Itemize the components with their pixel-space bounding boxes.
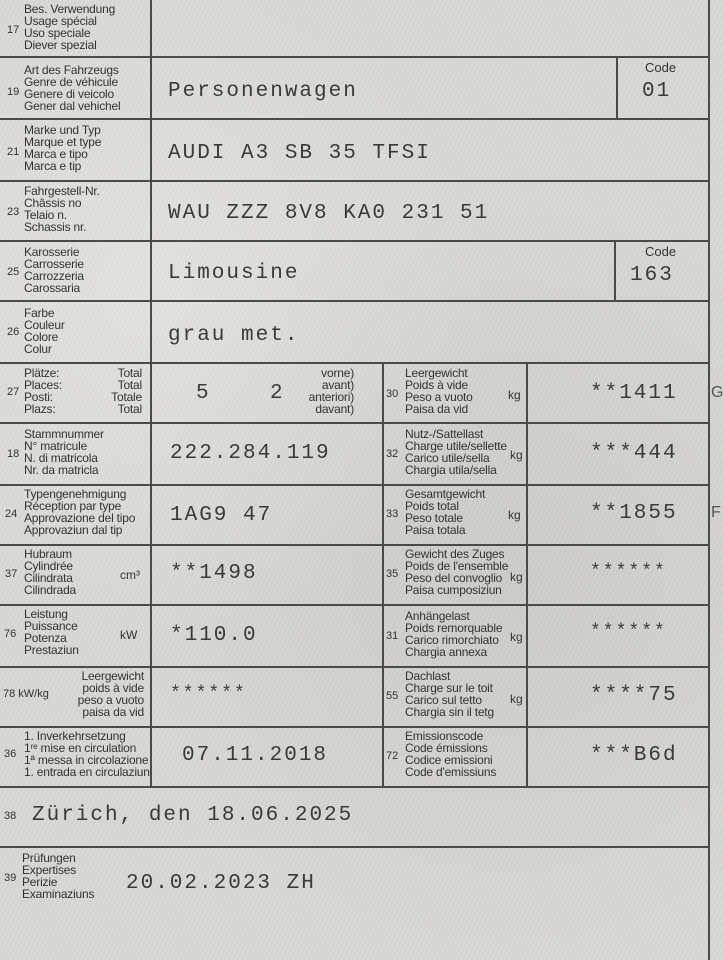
label-fr: avant)	[321, 378, 354, 392]
row-divider	[0, 726, 710, 728]
label-fr: Genre de véhicule	[24, 75, 118, 89]
label-it: Codice emissioni	[405, 753, 493, 767]
body-value: Limousine	[168, 262, 300, 285]
row-divider	[0, 422, 710, 424]
label-it: Potenza	[24, 631, 67, 645]
label-fr: Charge utile/sellette	[405, 439, 507, 453]
body-code: 163	[630, 264, 674, 287]
label-rm: Examinaziuns	[22, 887, 95, 901]
type-approval-labels	[24, 488, 135, 536]
color-value: grau met.	[168, 324, 300, 347]
label-de: Gesamtgewicht	[405, 487, 486, 501]
label-fr: Poids à vide	[405, 378, 468, 392]
label-de: Gewicht des Zuges	[405, 547, 505, 561]
field-number: 37	[5, 568, 18, 580]
label-de: Total	[117, 366, 142, 380]
seats-total-value: 5	[196, 382, 211, 405]
row-divider	[0, 180, 710, 182]
label-rm: Colur	[24, 342, 52, 356]
color-labels	[24, 307, 65, 355]
label-de: 1. Inverkehrsetzung	[24, 729, 126, 743]
label-it: Posti:	[24, 390, 53, 404]
label-it: Uso speciale	[24, 26, 91, 40]
train-weight-labels	[405, 548, 508, 596]
label-de: Art des Fahrzeugs	[24, 63, 119, 77]
seats-front-value: 2	[270, 382, 285, 405]
label-fr: Marque et type	[24, 135, 102, 149]
label-it: Telaio n.	[24, 208, 67, 222]
field-number: 76	[4, 628, 17, 640]
label-de: Prüfungen	[22, 851, 76, 865]
label-de: Fahrgestell-Nr.	[24, 184, 100, 198]
label-rm: Plazs:	[24, 402, 56, 416]
label-it: Genere di veicolo	[24, 87, 114, 101]
label-it: Perizie	[22, 875, 58, 889]
label-fr: Carrosserie	[24, 257, 84, 271]
field-number: 72	[386, 750, 399, 762]
label-de: Leergewicht	[405, 366, 468, 380]
total-weight-value: **1855	[590, 502, 678, 525]
label-rm: Chargia annexa	[405, 645, 487, 659]
label-rm: Gener dal vehichel	[24, 99, 121, 113]
roof-load-labels	[405, 670, 494, 718]
label-rm: Code d'emissiuns	[405, 765, 497, 779]
emission-code-labels	[405, 730, 496, 778]
label-it: Carico sul tetto	[405, 693, 482, 707]
chassis-labels	[24, 185, 100, 233]
label-it: 1ª messa in circolazione	[24, 753, 149, 767]
trailer-load-value: ******	[590, 622, 667, 642]
unit-kw: kW	[120, 628, 138, 642]
type-approval-value: 1AG9 47	[170, 504, 273, 527]
body-labels	[24, 246, 84, 294]
label-de: Bes. Verwendung	[24, 2, 116, 16]
label-rm: Paisa da vid	[405, 402, 468, 416]
roof-load-value: ****75	[590, 684, 678, 707]
label-it: Totale	[111, 390, 142, 404]
code-header: Code	[645, 244, 677, 259]
label-rm: paisa da vid	[82, 705, 144, 719]
unit-kg: kg	[508, 508, 521, 522]
field-number: 36	[4, 748, 17, 760]
field-number: 33	[386, 508, 399, 520]
unit-kg: kg	[510, 692, 523, 706]
inspection-value: 20.02.2023 ZH	[126, 872, 316, 895]
label-it: Peso del convoglio	[405, 571, 503, 585]
label-rm: Diever spezial	[24, 38, 97, 52]
label-de: Nutz-/Sattellast	[405, 427, 484, 441]
row-divider	[0, 484, 710, 486]
row-divider	[0, 56, 710, 58]
vehicle-kind-value: Personenwagen	[168, 80, 358, 103]
label-rm: Carossaria	[24, 281, 81, 295]
registry-number-labels	[24, 428, 104, 476]
label-de: Stammnummer	[24, 427, 104, 441]
field-number: 30	[386, 388, 399, 400]
unit-kg: kg	[510, 570, 523, 584]
field-number: 32	[386, 448, 399, 460]
label-rm: Approvaziun dal tip	[24, 523, 123, 537]
label-rm: Chargia sin il tetg	[405, 705, 494, 719]
label-it: N. di matricola	[24, 451, 98, 465]
code-divider	[614, 240, 616, 300]
unit-kg: kg	[510, 448, 523, 462]
label-rm: Paisa totala	[405, 523, 466, 537]
row-divider	[0, 786, 710, 788]
field-number: 19	[7, 86, 20, 98]
label-fr: Charge sur le toit	[405, 681, 493, 695]
label-it: Peso totale	[405, 511, 463, 525]
registry-number-value: 222.284.119	[170, 442, 331, 465]
label-rm: Nr. da matricla	[24, 463, 99, 477]
label-it: Cilindrata	[24, 571, 73, 585]
unit-cm3: cm³	[120, 568, 140, 582]
place-date-value: Zürich, den 18.06.2025	[32, 804, 354, 827]
code-divider	[616, 56, 618, 118]
middle-divider	[382, 362, 384, 786]
label-rm: 1. entrada en circulaziun	[24, 765, 150, 779]
label-de: Hubraum	[24, 547, 72, 561]
seats-labels	[24, 367, 62, 415]
label-fr: Puissance	[24, 619, 78, 633]
total-weight-labels	[405, 488, 485, 536]
label-column-divider	[150, 0, 152, 786]
label-rm: Chargia utila/sella	[405, 463, 497, 477]
label-it: Carico rimorchiato	[405, 633, 499, 647]
label-fr: Code émissions	[405, 741, 488, 755]
seats-front-labels	[292, 367, 354, 415]
emission-code-value: ***B6d	[590, 744, 678, 767]
power-weight-value: ******	[170, 684, 247, 704]
label-fr: poids à vide	[82, 681, 144, 695]
label-fr: Poids total	[405, 499, 459, 513]
unit-divider	[526, 362, 528, 786]
row-divider	[0, 666, 710, 668]
label-it: Carico utile/sella	[405, 451, 490, 465]
label-fr: Châssis no	[24, 196, 82, 210]
field-number: 25	[7, 266, 20, 278]
label-de: Farbe	[24, 306, 55, 320]
label-it: Carrozzeria	[24, 269, 84, 283]
right-border	[708, 0, 710, 960]
label-rm: Cilindrada	[24, 583, 77, 597]
label-de: Karosserie	[24, 245, 80, 259]
label-it: Marca e tipo	[24, 147, 88, 161]
label-fr: Couleur	[24, 318, 65, 332]
field-number: 21	[7, 146, 20, 158]
label-de: vorne)	[321, 366, 354, 380]
power-labels	[24, 608, 79, 656]
label-de: Marke und Typ	[24, 123, 101, 137]
field-number: 17	[7, 24, 20, 36]
make-type-value: AUDI A3 SB 35 TFSI	[168, 142, 431, 165]
field-number: 18	[7, 448, 20, 460]
row-divider	[0, 118, 710, 120]
power-value: *110.0	[170, 624, 258, 647]
field-number: 78 kW/kg	[3, 688, 49, 700]
first-registration-labels	[24, 730, 150, 778]
label-fr: Poids de l'ensemble	[405, 559, 509, 573]
field-number: 24	[5, 508, 18, 520]
label-rm: Prestaziun	[24, 643, 79, 657]
inspection-labels	[22, 852, 94, 900]
code-header: Code	[645, 60, 677, 75]
chassis-value: WAU ZZZ 8V8 KA0 231 51	[168, 202, 490, 225]
label-de: Anhängelast	[405, 609, 470, 623]
field-number: 35	[386, 568, 399, 580]
edge-letter: F	[711, 504, 721, 521]
field-number: 27	[7, 386, 20, 398]
label-it: Approvazione del tipo	[24, 511, 136, 525]
field-number: 39	[4, 872, 17, 884]
displacement-labels	[24, 548, 76, 596]
unit-kg: kg	[508, 388, 521, 402]
displacement-value: **1498	[170, 562, 258, 585]
train-weight-value: ******	[590, 562, 667, 582]
label-it: Peso a vuoto	[405, 390, 473, 404]
label-de: Emissionscode	[405, 729, 484, 743]
row-divider	[0, 240, 710, 242]
label-it: Colore	[24, 330, 59, 344]
label-rm: Marca e tip	[24, 159, 82, 173]
make-type-labels	[24, 124, 101, 172]
label-rm: Paisa cumposiziun	[405, 583, 502, 597]
label-de: Leergewicht	[81, 669, 144, 683]
label-de: Plätze:	[24, 366, 60, 380]
label-fr: 1ʳᵉ mise en circulation	[24, 741, 137, 755]
first-registration-value: 07.11.2018	[182, 744, 329, 767]
usage-labels	[24, 3, 115, 51]
field-number: 38	[4, 810, 17, 822]
label-de: Leistung	[24, 607, 68, 621]
label-fr: N° matricule	[24, 439, 88, 453]
row-divider	[0, 846, 710, 848]
label-it: anteriori)	[308, 390, 354, 404]
label-fr: Expertises	[22, 863, 77, 877]
label-it: peso a vuoto	[77, 693, 144, 707]
trailer-load-labels	[405, 610, 502, 658]
row-divider	[0, 362, 710, 364]
row-divider	[0, 604, 710, 606]
empty-weight-value: **1411	[590, 382, 678, 405]
label-fr: Cylindrée	[24, 559, 73, 573]
power-weight-labels	[70, 670, 144, 718]
label-rm: davant)	[315, 402, 354, 416]
label-fr: Usage spécial	[24, 14, 97, 28]
empty-weight-labels	[405, 367, 473, 415]
label-de: Dachlast	[405, 669, 451, 683]
payload-value: ***444	[590, 442, 678, 465]
field-number: 55	[386, 690, 399, 702]
edge-letter: G	[711, 384, 723, 401]
field-number: 31	[386, 630, 399, 642]
label-fr: Places:	[24, 378, 62, 392]
payload-labels	[405, 428, 507, 476]
field-number: 23	[7, 206, 20, 218]
field-number: 26	[7, 326, 20, 338]
row-divider	[0, 300, 710, 302]
label-rm: Schassis nr.	[24, 220, 87, 234]
seats-total-labels	[106, 367, 142, 415]
label-rm: Total	[117, 402, 142, 416]
label-fr: Total	[117, 378, 142, 392]
unit-kg: kg	[510, 630, 523, 644]
label-fr: Réception par type	[24, 499, 122, 513]
row-divider	[0, 544, 710, 546]
vehicle-kind-labels	[24, 64, 120, 112]
label-de: Typengenehmigung	[24, 487, 127, 501]
vehicle-kind-code: 01	[642, 80, 672, 103]
label-fr: Poids remorquable	[405, 621, 503, 635]
